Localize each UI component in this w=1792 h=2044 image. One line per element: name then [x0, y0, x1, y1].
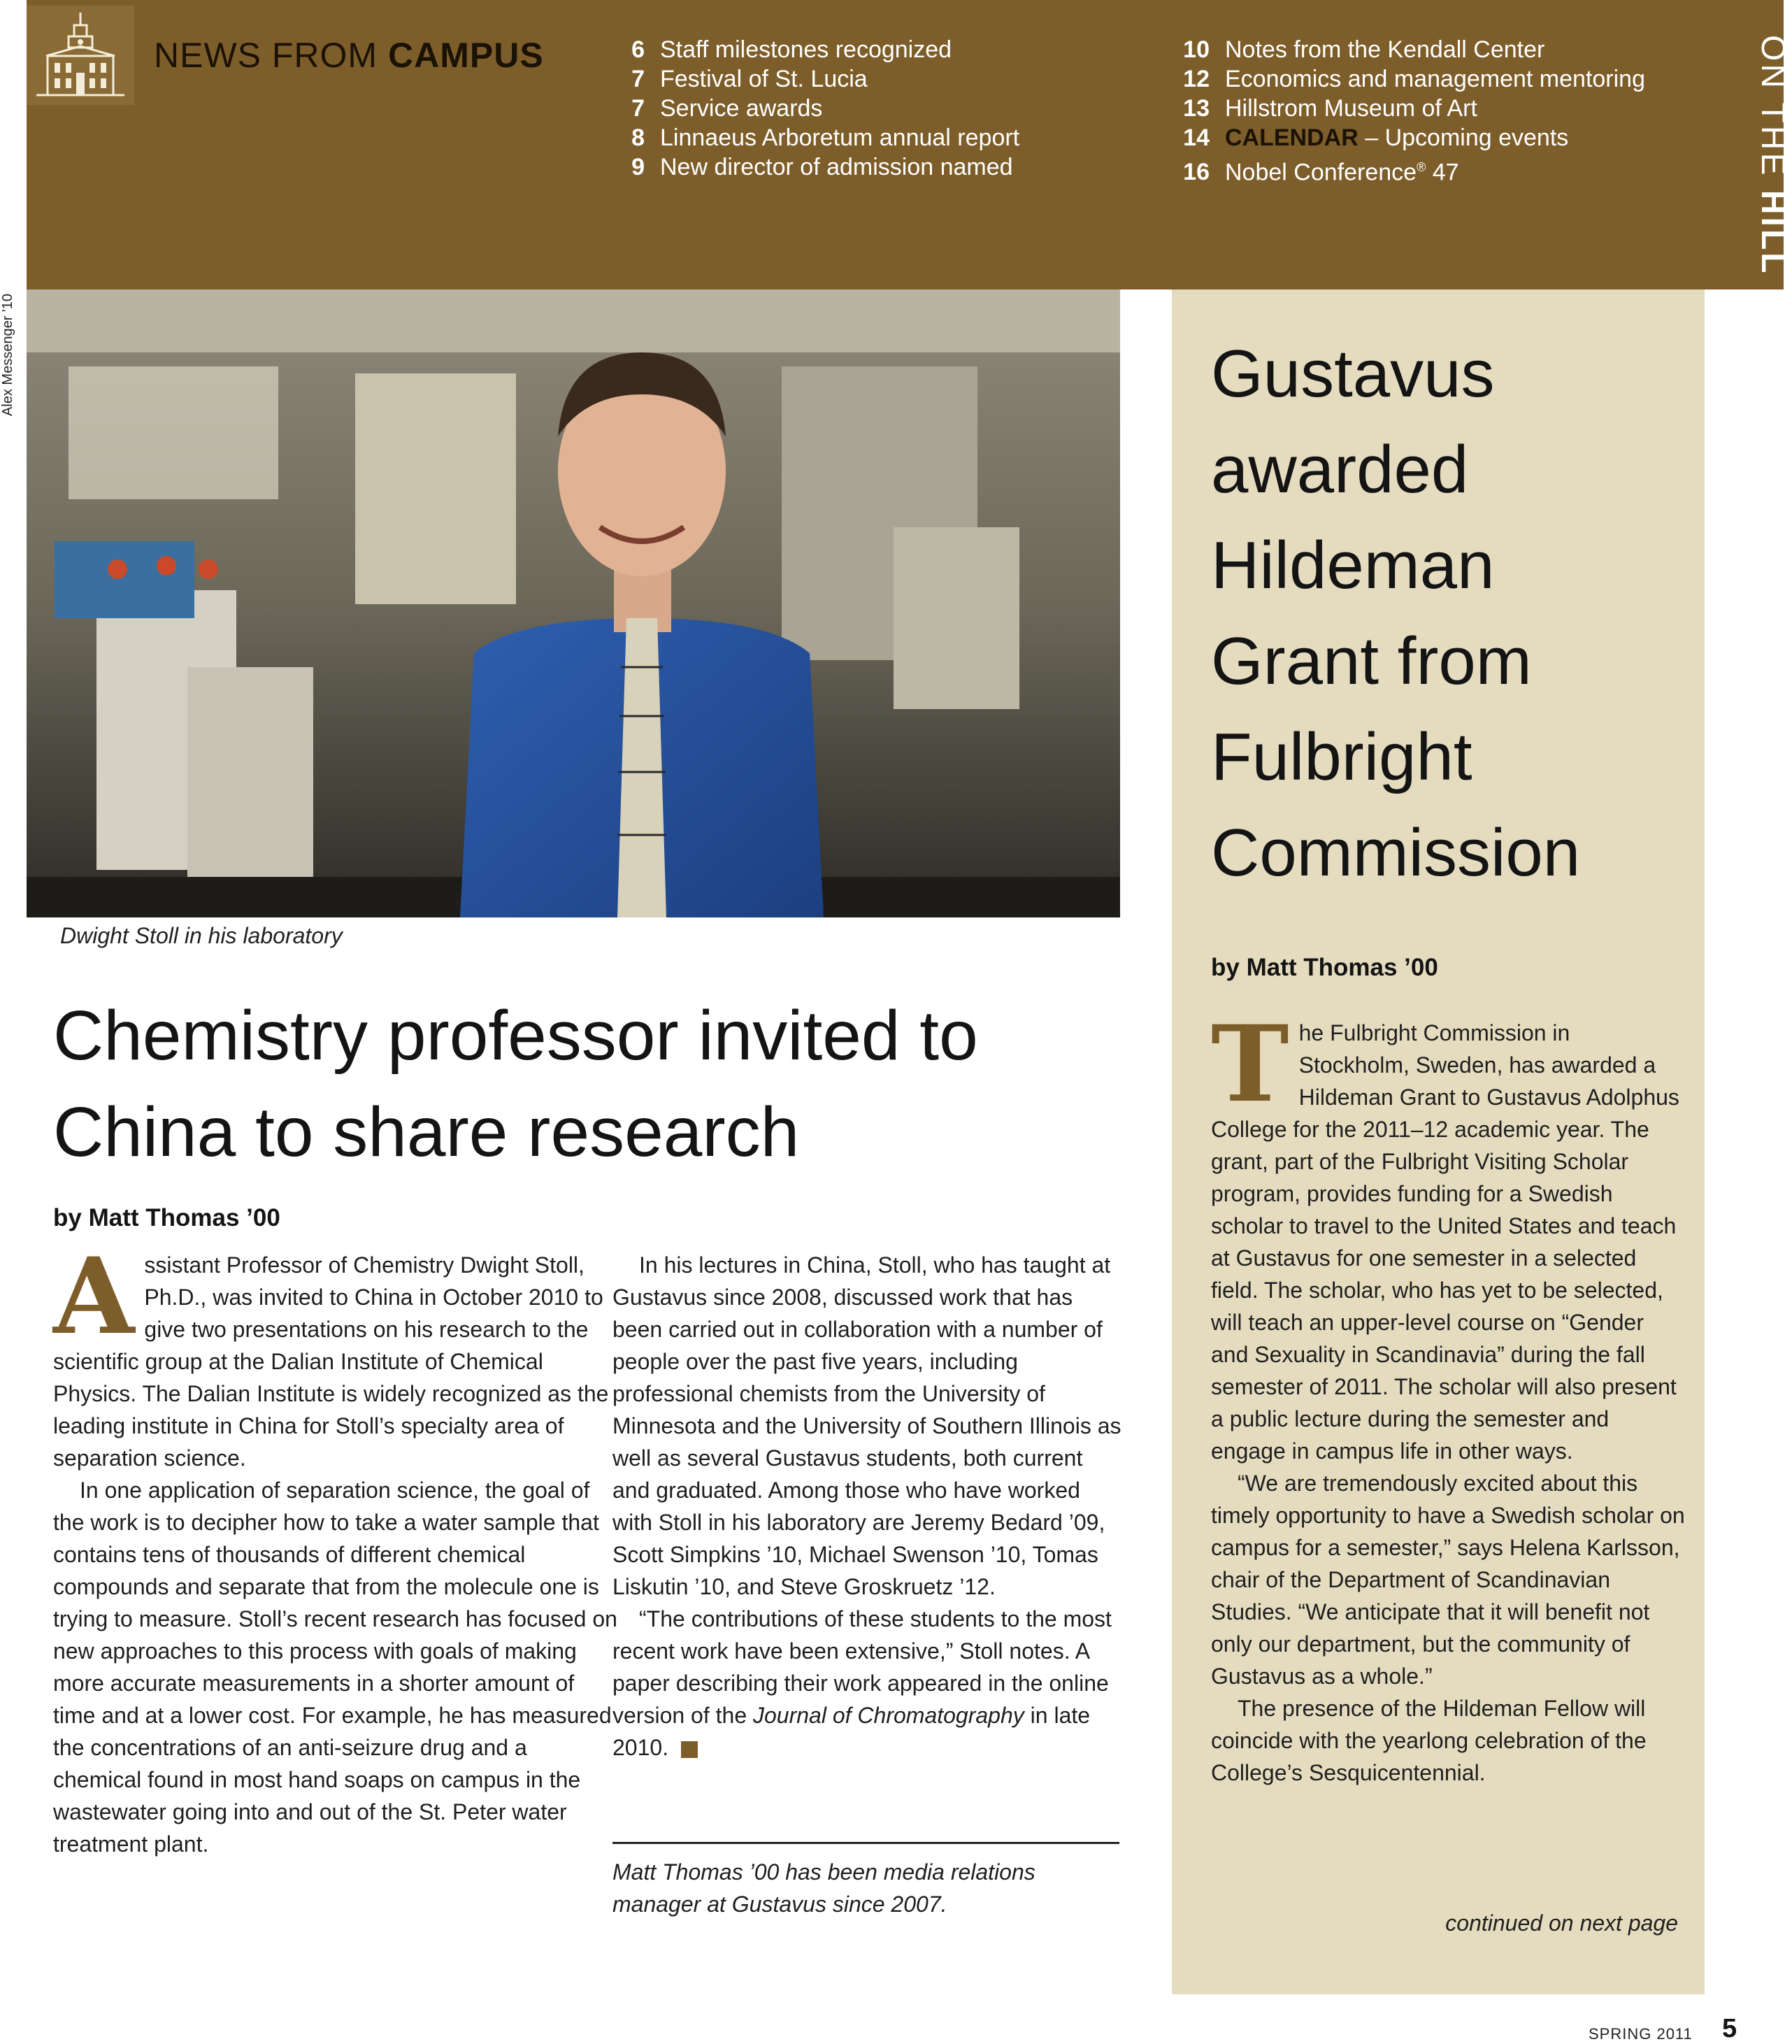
table-of-contents-right — [1165, 35, 1645, 187]
toc-item[interactable]: 7 Service awards — [631, 95, 823, 122]
section-title: NEWS FROM CAMPUS — [154, 36, 544, 75]
toc-item[interactable]: 7 Festival of St. Lucia — [631, 66, 868, 92]
campus-building-icon — [27, 6, 134, 105]
sidebar-body — [1211, 1003, 1686, 1789]
sidebar-byline: by Matt Thomas ’00 — [1211, 954, 1438, 981]
toc-item[interactable]: 13 Hillstrom Museum of Art — [1183, 95, 1477, 122]
toc-item[interactable]: 8 Linnaeus Arboretum annual report — [631, 124, 1020, 151]
toc-item[interactable]: 9 New director of admission named — [631, 154, 1013, 180]
toc-item[interactable]: 6 Staff milestones recognized — [631, 36, 952, 63]
article-paragraph: “The contributions of these students to the most recent work have been extensive,” Stoll notes. A paper describing their work appeared in the online version of the Journal of Chromatography in late 2010. — [612, 1606, 1112, 1760]
toc-item[interactable]: 10 Notes from the Kendall Center — [1183, 36, 1545, 63]
article-paragraph: ssistant Professor of Chemistry Dwight Stoll, Ph.D., was invited to China in October 2010 to give two presentations on his research to the scientific group at the Dalian Institute of Chemical Physics. The Dalian Institute is widely recognized as the leading institute in China for Stoll’s specialty area of separation science. — [53, 1252, 609, 1471]
toc-item[interactable]: 12 Economics and management mentoring — [1183, 66, 1645, 92]
sidebar-paragraph: “We are tremendously excited about this timely opportunity to have a Swedish scholar on campus for a semester,” says Helena Karlsson, chair of the Department of Scandinavian Studies. “We anticipate that it will benefit not only our department, but the community of Gustavus as a whole.” — [1211, 1471, 1685, 1689]
drop-cap: A — [53, 1235, 135, 1358]
toc-item[interactable]: 16 Nobel Conference® 47 — [1183, 159, 1459, 186]
lab-photo — [27, 290, 1120, 917]
photo-credit: Alex Messenger '10 — [0, 294, 15, 417]
article-column-2 — [612, 1249, 1123, 1764]
sidebar-article — [1172, 290, 1705, 1994]
drop-cap: T — [1211, 1003, 1289, 1126]
article-column-1 — [53, 1235, 619, 1860]
article-paragraph: In one application of separation science, the goal of the work is to decipher how to take a water sample that contains tens of thousands of different chemical compounds and separate that from the molecule one is trying to measure. Stoll’s recent research has focused on new approaches to this process with goals of making more accurate measurements in a shorter amount of time and at a lower cost. For example, he has measured the concentrations of an anti-seizure drug and a chemical found in most hand soaps on campus in the wastewater going into and out of the St. Peter water treatment plant. — [53, 1478, 617, 1857]
sidebar-headline: Gustavus awarded Hildeman Grant from Fulbright Commission — [1211, 336, 1581, 890]
vertical-section-title: ON THE HILL — [1754, 35, 1791, 276]
photo-caption: Dwight Stoll in his laboratory — [60, 923, 343, 948]
article-headline: Chemistry professor invited to China to share research — [53, 996, 978, 1171]
author-note: Matt Thomas ’00 has been media relations manager at Gustavus since 2007. — [612, 1859, 1035, 1917]
article-byline: by Matt Thomas ’00 — [53, 1204, 280, 1231]
table-of-contents-left — [600, 35, 1019, 182]
sidebar-paragraph: The presence of the Hildeman Fellow will coincide with the yearlong celebration of the College’s Sesquicentennial. — [1211, 1696, 1647, 1785]
toc-item-calendar[interactable]: 14 CALENDAR – Upcoming events — [1183, 124, 1569, 151]
continued-link[interactable]: continued on next page — [1445, 1910, 1678, 1936]
article-paragraph: In his lectures in China, Stoll, who has taught at Gustavus since 2008, discussed work that has been carried out in collaboration with a number of people over the past five years, including professional chemists from the University of Minnesota and the University of Southern Illinois as well as several Gustavus students, both current and graduated. Among those who have worked with Stoll in his laboratory are Jeremy Bedard ’09, Scott Simpkins ’10, Michael Swenson ’10, Tomas Liskutin ’10, and Steve Groskruetz ’12. — [612, 1252, 1121, 1599]
end-mark-icon — [681, 1741, 698, 1758]
section-header — [27, 0, 1791, 290]
page-number: 5 — [1722, 2014, 1737, 2043]
divider — [612, 1842, 1119, 1844]
issue-label: SPRING 2011 — [1589, 2025, 1693, 2043]
sidebar-paragraph: he Fulbright Commission in Stockholm, Sweden, has awarded a Hildeman Grant to Gustavus Adolphus College for the 2011–12 academic year. The grant, part of the Fulbright Visiting Scholar program, provides funding for a Swedish scholar to travel to the United States and teach at Gustavus for one semester in a selected field. The scholar, who has yet to be selected, will teach an upper-level course on “Gender and Sexuality in Scandinavia” during the fall semester of 2011. The scholar will also present a public lecture during the semester and engage in campus life in other ways. — [1211, 1020, 1679, 1464]
